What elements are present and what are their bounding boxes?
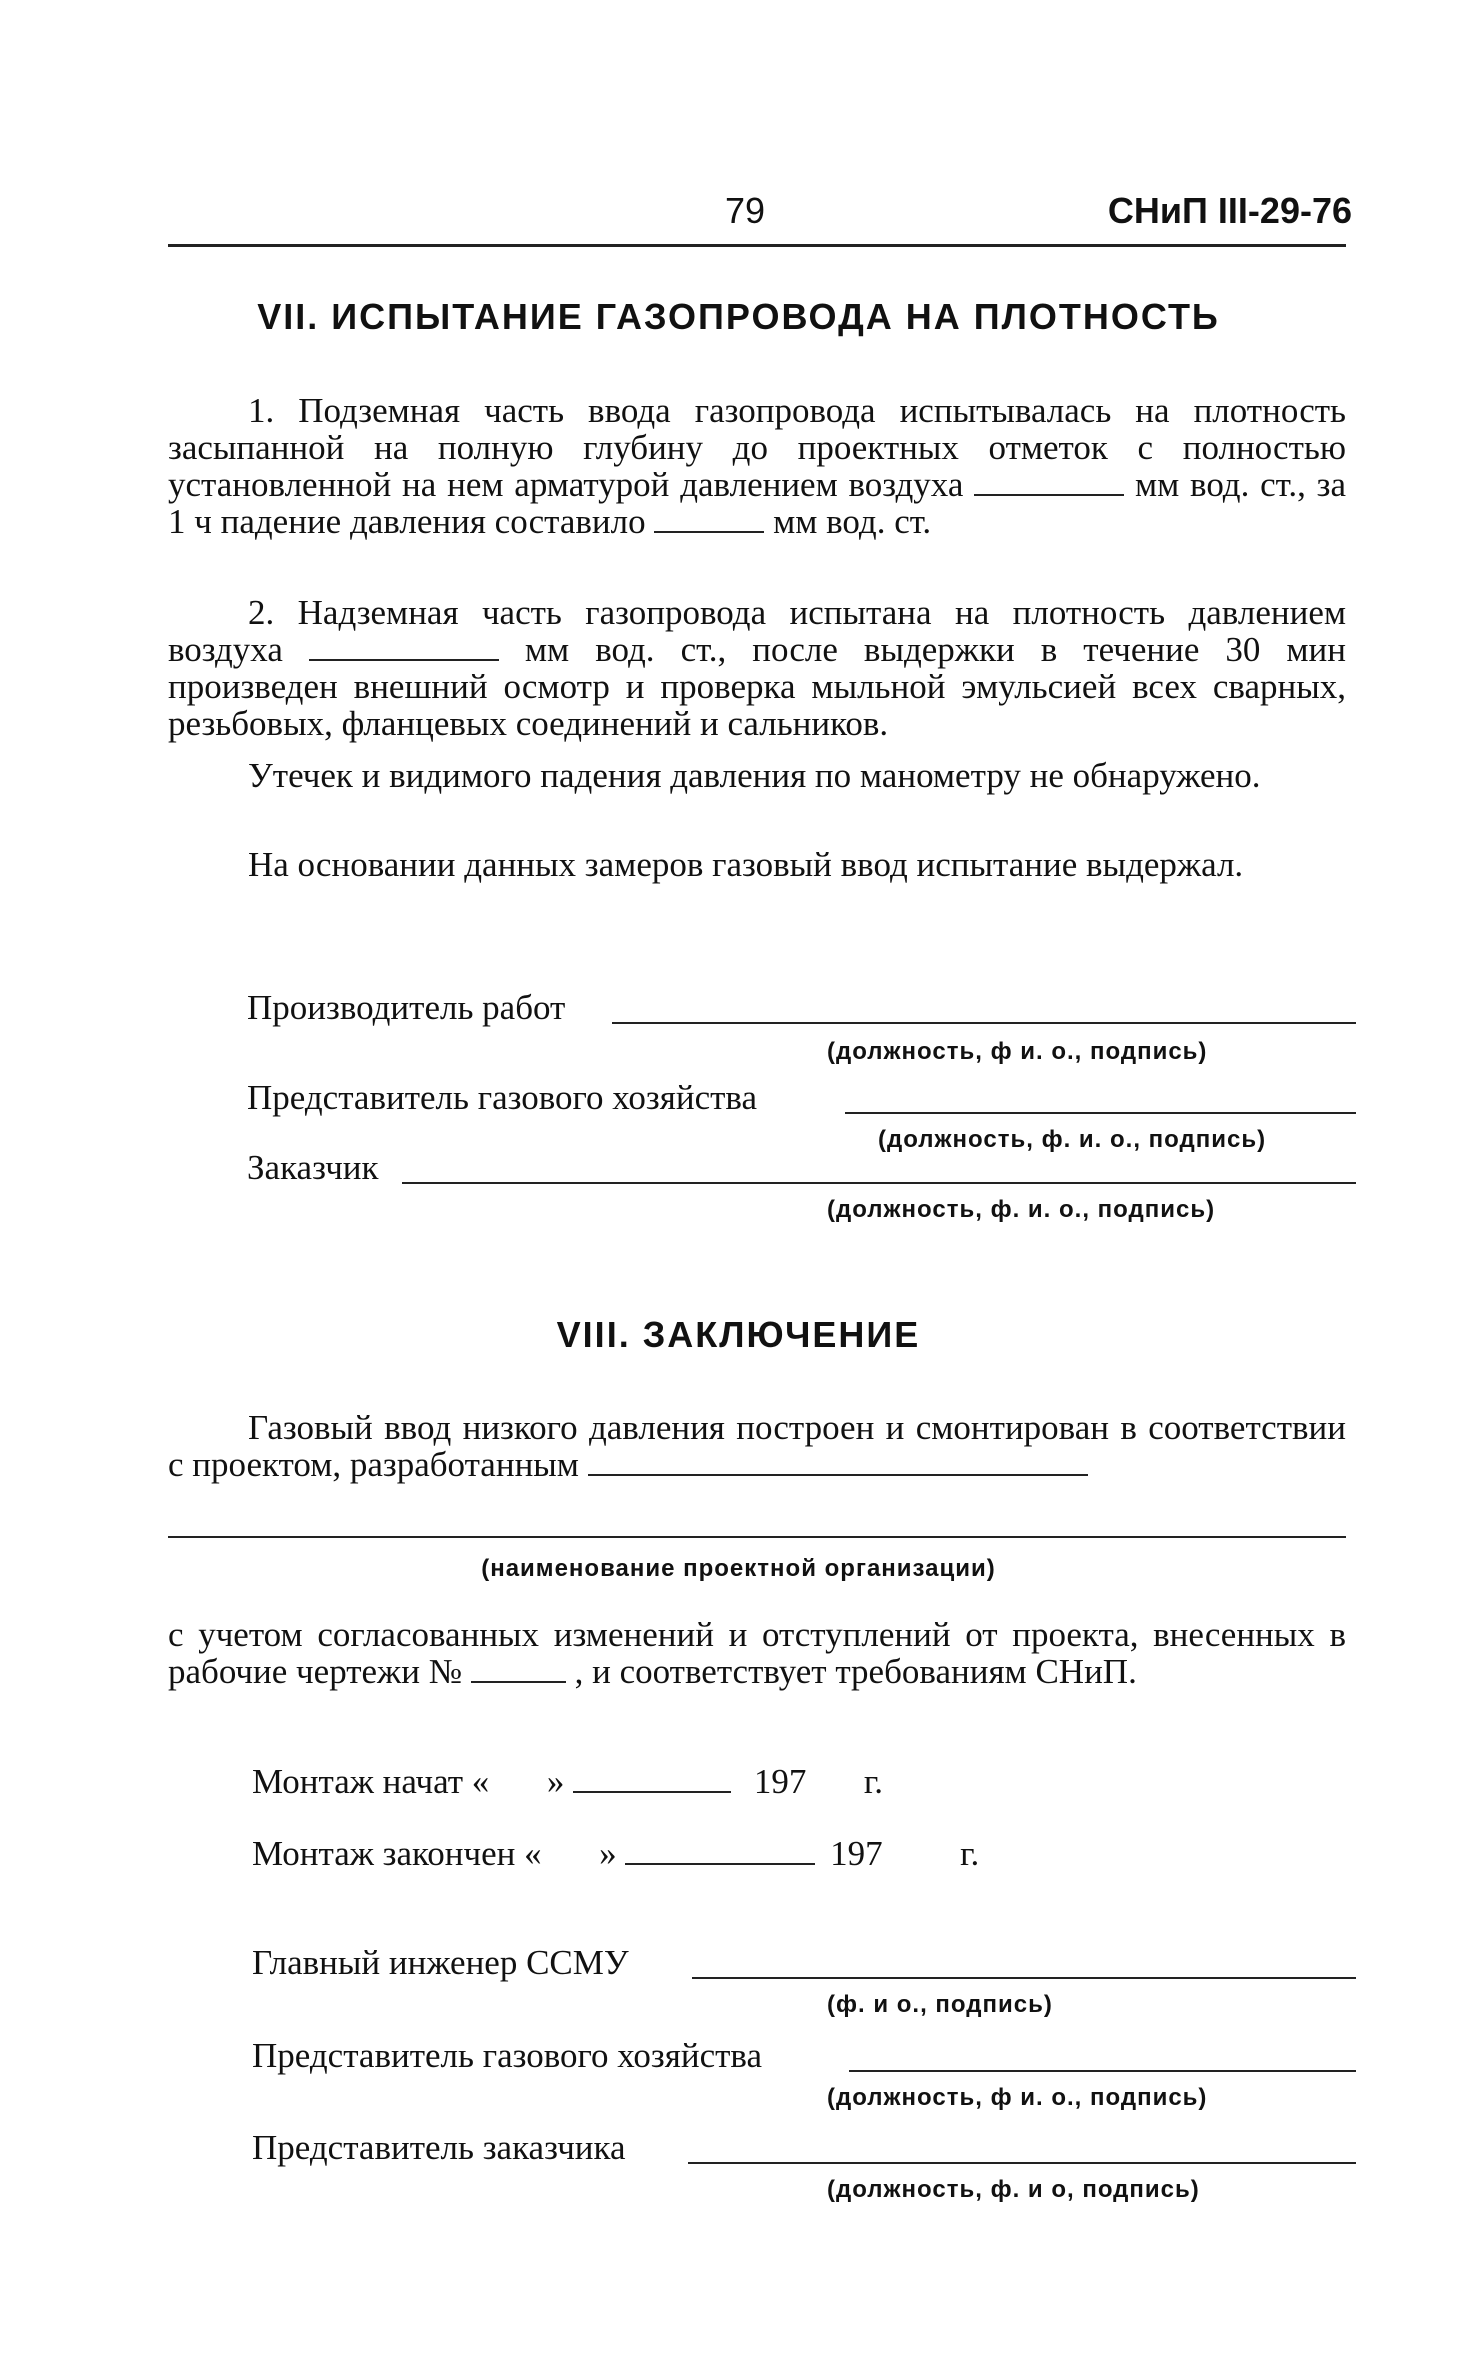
drawing-number-blank[interactable]: [471, 1653, 566, 1683]
paragraph-1-text-c: мм вод. ст.: [773, 502, 932, 541]
install-start-month-field[interactable]: [573, 1763, 731, 1793]
install-start-year: 197: [753, 1762, 807, 1801]
sig-customer-line[interactable]: [402, 1182, 1356, 1184]
header-rule: [168, 244, 1346, 247]
section-7-paragraph-4: На основании данных замеров газовый ввод испытание выдержал.: [248, 845, 1244, 884]
install-end-year: 197: [830, 1834, 883, 1873]
sig-works-manager-label: Производитель работ: [247, 988, 566, 1027]
sig-gas-rep-2-line[interactable]: [849, 2070, 1356, 2072]
install-end-day-field[interactable]: [550, 1837, 590, 1865]
page-number: 79: [725, 190, 766, 231]
section-8-paragraph-1: [168, 1409, 1346, 1483]
sig-customer-caption: (должность, ф. и. о., подпись): [827, 1196, 1216, 1223]
sig-customer-rep-label: Представитель заказчика: [252, 2128, 626, 2167]
sig-gas-rep-2-caption: (должность, ф и. о., подпись): [827, 2084, 1208, 2111]
sig-chief-engineer-line[interactable]: [692, 1977, 1356, 1979]
section-7-paragraph-1: [168, 392, 1346, 540]
pressure-drop-blank[interactable]: [654, 503, 764, 533]
sig-gas-rep-2-label: Представитель газового хозяйства: [252, 2036, 762, 2075]
paragraph-2-text-b: , и соответствует требованиям СНиП.: [574, 1652, 1137, 1691]
sig-works-manager-caption: (должность, ф и. о., подпись): [827, 1038, 1208, 1065]
section-7-paragraph-2: [168, 594, 1346, 742]
sig-customer-label: Заказчик: [247, 1148, 379, 1187]
design-org-caption: (наименование проектной организации): [481, 1555, 996, 1582]
paragraph-2-text-b: мм вод. ст., после выдержки в течение 30 мин произведен внешний осмотр и проверка мыльной эмульсией всех сварных, резьбовых, фланцевых соединений и сальников.: [168, 630, 1347, 743]
sig-works-manager-line[interactable]: [612, 1022, 1356, 1024]
paragraph-1-text-a: 1. Подземная часть ввода газопровода испытывалась на плотность засыпанной на полную глубину до проектных отметок с полностью установленной на нем арматурой давлением воздуха: [168, 391, 1346, 504]
install-end-g: г.: [960, 1834, 980, 1873]
sig-gas-rep-caption: (должность, ф. и. о., подпись): [878, 1126, 1267, 1153]
install-end-month-field[interactable]: [625, 1835, 815, 1865]
section-7-title: VII. ИСПЫТАНИЕ ГАЗОПРОВОДА НА ПЛОТНОСТЬ: [257, 296, 1220, 337]
document-code: СНиП III-29-76: [1107, 190, 1352, 231]
sig-gas-rep-label: Представитель газового хозяйства: [247, 1078, 757, 1117]
section-8-title: VIII. ЗАКЛЮЧЕНИЕ: [556, 1314, 921, 1355]
install-start-day-field[interactable]: [498, 1765, 538, 1793]
install-end-label: Монтаж закончен «: [252, 1834, 542, 1873]
paragraph-2-text-a: 2. Надземная часть газопровода испытана на плотность давлением воздуха: [168, 593, 1346, 669]
paragraph-2-text-a: с учетом согласованных изменений и отступлений от проекта, внесенных в рабочие чертежи №: [168, 1615, 1346, 1691]
paragraph-1-text-b: мм вод. ст., за 1 ч падение давления составило: [168, 465, 1346, 541]
section-7-paragraph-3: Утечек и видимого падения давления по манометру не обнаружено.: [248, 756, 1261, 795]
section-8-paragraph-2: [168, 1616, 1346, 1690]
above-ground-pressure-blank[interactable]: [309, 631, 499, 661]
install-start-row: [252, 1762, 883, 1802]
install-end-row: [252, 1834, 979, 1874]
design-org-blank[interactable]: [588, 1446, 1088, 1476]
sig-customer-rep-caption: (должность, ф. и о, подпись): [827, 2176, 1200, 2203]
install-end-quote: »: [599, 1834, 617, 1873]
sig-gas-rep-line[interactable]: [845, 1112, 1356, 1114]
sig-chief-engineer-label: Главный инженер ССМУ: [252, 1943, 629, 1982]
install-start-year-field[interactable]: [815, 1765, 855, 1793]
install-start-quote: »: [546, 1762, 565, 1801]
install-start-label: Монтаж начат «: [252, 1762, 490, 1801]
sig-customer-rep-line[interactable]: [688, 2162, 1356, 2164]
sig-chief-engineer-caption: (ф. и о., подпись): [827, 1991, 1053, 2018]
install-start-g: г.: [863, 1762, 883, 1801]
design-org-line[interactable]: [168, 1536, 1346, 1538]
pressure-blank[interactable]: [974, 466, 1124, 496]
install-end-year-field[interactable]: [891, 1837, 951, 1865]
conclusion-text: Газовый ввод низкого давления построен и смонтирован в соответствии с проектом, разработанным: [168, 1408, 1346, 1484]
